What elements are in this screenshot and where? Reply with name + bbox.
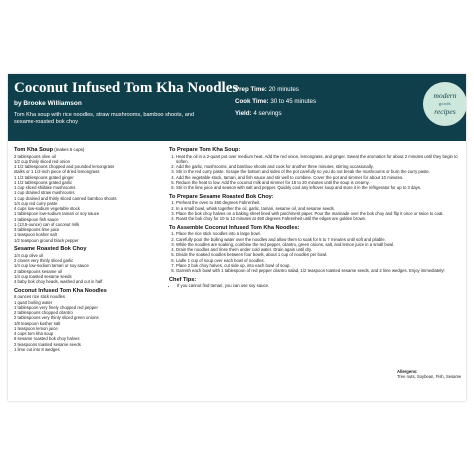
cook-time-label: Cook Time: bbox=[235, 98, 269, 105]
ingredient-item: 2 tablespoons chopped cilantro bbox=[14, 310, 73, 315]
instruction-step: 8. Garnish each bowl with 1 tablespoon of red pepper cilantro salad, 1/2 teaspoon toasted sesame seeds, and 2 lime wedges. Enjoy immediately! bbox=[176, 268, 459, 273]
instruction-step: 3. While the noodles are soaking, combine the red pepper, cilantro, green onions, salt, and lemon juice in a small bowl. bbox=[176, 242, 459, 247]
instruction-steps bbox=[169, 200, 459, 221]
allergens-value: Tree nuts, Soybean, Fish, Sesame bbox=[397, 374, 462, 380]
instruction-step: 2. Carefully pour the boiling water over the noodles and allow them to soak for 5 to 7 minutes until soft and pliable. bbox=[176, 237, 459, 242]
logo-text-bottom: recipes bbox=[434, 107, 456, 116]
instruction-section bbox=[169, 194, 459, 222]
brand-logo bbox=[423, 82, 466, 126]
ingredient-item: 1 1/2 tablespoons grated ginger bbox=[14, 174, 74, 180]
chef-tips-list bbox=[169, 283, 459, 288]
ingredient-section bbox=[14, 246, 154, 284]
ingredient-item: 1/8 teaspoon kosher salt bbox=[14, 320, 61, 326]
recipe-card bbox=[8, 74, 466, 401]
ingredient-section-title: Sesame Roasted Bok Choy bbox=[14, 246, 87, 253]
ingredient-item: 8 sesame roasted bok choy halves bbox=[14, 336, 80, 342]
instruction-step: 1. Preheat the oven to 450 degrees Fahrenheit. bbox=[176, 200, 459, 205]
ingredient-item: 1/4 cup toasted sesame seeds bbox=[14, 273, 72, 279]
ingredient-item: 1/2 teaspoon ground black pepper bbox=[14, 237, 79, 243]
ingredient-item: 1 cup drained and thinly sliced canned bamboo shoots bbox=[14, 195, 117, 201]
chef-tips-heading: Chef Tips: bbox=[169, 276, 197, 283]
ingredient-section-note: (makes 6 cups) bbox=[53, 147, 85, 152]
instruction-section bbox=[169, 225, 459, 274]
ingredient-item: 4 cups tom kha soup bbox=[14, 331, 54, 336]
ingredient-item: 1 1/2 tablespoons grated garlic bbox=[14, 179, 73, 185]
prep-time bbox=[235, 84, 316, 96]
instruction-step: 6. Ladle 1 cup of soup over each bowl of noodles. bbox=[176, 258, 459, 263]
instruction-step: 7. Place 2 bok choy halves, cut side up, into each bowl of soup. bbox=[176, 263, 459, 268]
prep-time-label: Prep Time: bbox=[235, 86, 267, 93]
instruction-section-heading: To Prepare Sesame Roasted Bok Choy: bbox=[169, 193, 274, 200]
ingredient-item: 4 baby bok choy heads, washed and cut in half bbox=[14, 279, 103, 284]
instruction-step: 2. Add the garlic, mushrooms, and bamboo shoots and cook for another three minutes, stirring occasionally. bbox=[176, 164, 459, 169]
chef-tip: • If you cannot find tamari, you can use soy sauce. bbox=[177, 283, 459, 288]
instruction-step: 1. Place the rice stick noodles into a large bowl. bbox=[176, 231, 459, 236]
ingredient-item: 2 tablespoons sesame oil bbox=[14, 268, 62, 274]
yield-label: Yield: bbox=[235, 110, 252, 117]
ingredient-item: 1/4 cup olive oil bbox=[14, 252, 44, 258]
ingredient-section bbox=[14, 147, 154, 243]
instruction-section-heading: To Assemble Coconut Infused Tom Kha Noodles: bbox=[169, 224, 300, 231]
ingredient-item: 2 tablespoons very thinly sliced green onions bbox=[14, 315, 99, 321]
instruction-steps bbox=[169, 154, 459, 191]
ingredient-item: 1/2 cup thinly sliced red onion bbox=[14, 158, 70, 164]
recipe-author: by Brooke Williamson bbox=[14, 100, 82, 107]
chef-tips bbox=[169, 277, 459, 289]
instruction-step: 4. Drain the noodles and rinse them under cold water. Drain again until dry. bbox=[176, 247, 459, 252]
ingredient-item: 1 1/2 tablespoons chopped and pounded lemongrass bbox=[14, 164, 115, 169]
instruction-step: 3. Stir in the red curry paste. Scrape the bottom and sides of the pot carefully so you do not break the mushrooms or burn the curry paste. bbox=[176, 169, 459, 174]
ingredient-item: 1 cup drained straw mushrooms bbox=[14, 190, 75, 196]
recipe-meta bbox=[235, 84, 316, 120]
ingredient-item: 1 cup sliced shiitake mushrooms bbox=[14, 185, 76, 190]
instruction-step: 5. Divide the soaked noodles between four bowls, about 1 cup of noodles per bowl. bbox=[176, 252, 459, 257]
instruction-section-heading: To Prepare Tom Kha Soup: bbox=[169, 147, 241, 153]
recipe-title: Coconut Infused Tom Kha Noodles bbox=[14, 80, 239, 96]
recipe-header bbox=[8, 74, 466, 141]
ingredient-item: 1 tablespoon fish sauce bbox=[14, 216, 59, 222]
instruction-step: 3. Place the bok choy halves on a baking sheet lined with parchment paper. Pour the marinade over the bok choy and flip it once or twice to coat. bbox=[176, 211, 459, 216]
yield bbox=[235, 108, 316, 120]
ingredient-item: 1 tablespoon low-sodium tamari or soy sauce bbox=[14, 211, 100, 217]
ingredient-item: 1 lime cut into 8 wedges bbox=[14, 346, 60, 352]
instruction-steps bbox=[169, 231, 459, 273]
yield-value: 4 servings bbox=[253, 110, 282, 117]
ingredient-item: 2 tablespoons olive oil bbox=[14, 153, 56, 159]
ingredient-section-title: Tom Kha Soup bbox=[14, 147, 54, 153]
cook-time-value: 30 to 45 minutes bbox=[270, 98, 317, 105]
logo-text-mid: goods bbox=[438, 101, 452, 106]
ingredient-section-title: Coconut Infused Tom Kha Noodles bbox=[14, 287, 107, 294]
instruction-step: 4. Add the vegetable stock, tamari, and fish sauce and stir well to combine. Cover the pot and simmer for about 10 minutes. bbox=[176, 175, 459, 180]
cook-time bbox=[235, 96, 316, 108]
instruction-step: 1. Heat the oil in a 2-quart pot over medium heat. Add the red onion, lemongrass, and ginger. Sweat the aromatics for about 2 minutes until they begin to soften. bbox=[176, 154, 459, 165]
ingredient-item: stalks or 1 1/2-inch piece of dried lemongrass bbox=[14, 169, 100, 175]
recipe-subtitle: Tom Kha soup with rice noodles, straw mushrooms, bamboo shoots, and sesame-roasted bok choy bbox=[14, 112, 195, 125]
instructions-column bbox=[169, 147, 459, 292]
ingredient-item: 1/4 cup red curry paste bbox=[14, 200, 58, 206]
ingredient-section bbox=[14, 288, 154, 352]
logo-text-top: modern bbox=[433, 91, 457, 100]
ingredient-item: 4 cups low-sodium vegetable stock bbox=[14, 206, 80, 211]
ingredient-item: 1 tablespoon very finely chopped red pepper bbox=[14, 304, 98, 310]
ingredient-item: 3 tablespoons lime juice bbox=[14, 227, 60, 232]
instruction-section bbox=[169, 147, 459, 190]
instruction-step: 2. In a small bowl, whisk together the oil, garlic, tamari, sesame oil, and sesame seeds. bbox=[176, 206, 459, 211]
ingredient-item: 1 teaspoon kosher salt bbox=[14, 232, 57, 238]
allergens-label: Allergens: bbox=[397, 369, 418, 374]
instruction-step: 4. Roast the bok choy for 10 to 12 minutes at 450 degrees Fahrenheit until the edges are golden brown. bbox=[176, 216, 459, 221]
ingredient-item: 2 teaspoons toasted sesame seeds bbox=[14, 341, 81, 347]
prep-time-value: 20 minutes bbox=[268, 86, 299, 93]
ingredient-item: 1 quart boiling water bbox=[14, 299, 53, 305]
ingredient-item: 6 ounces rice stick noodles bbox=[14, 294, 66, 300]
ingredients-column bbox=[14, 147, 154, 356]
ingredient-item: 1 teaspoon lemon juice bbox=[14, 325, 58, 331]
ingredient-item: 2 cloves very thinly sliced garlic bbox=[14, 258, 74, 263]
allergens-block bbox=[397, 369, 462, 379]
instruction-step: 5. Reduce the heat to low. Add the coconut milk and simmer for 15 to 20 minutes until the soup is creamy. bbox=[176, 180, 459, 185]
ingredient-item: 1/4 cup low-sodium tamari or soy sauce bbox=[14, 263, 89, 269]
ingredient-item: 1 (13.5-ounce) can of coconut milk bbox=[14, 221, 80, 227]
instruction-step: 6. Stir in the lime juice and season with salt and pepper. Quickly cool any leftover soup and store it in the refrigerator for up to 3 days. bbox=[176, 185, 459, 190]
